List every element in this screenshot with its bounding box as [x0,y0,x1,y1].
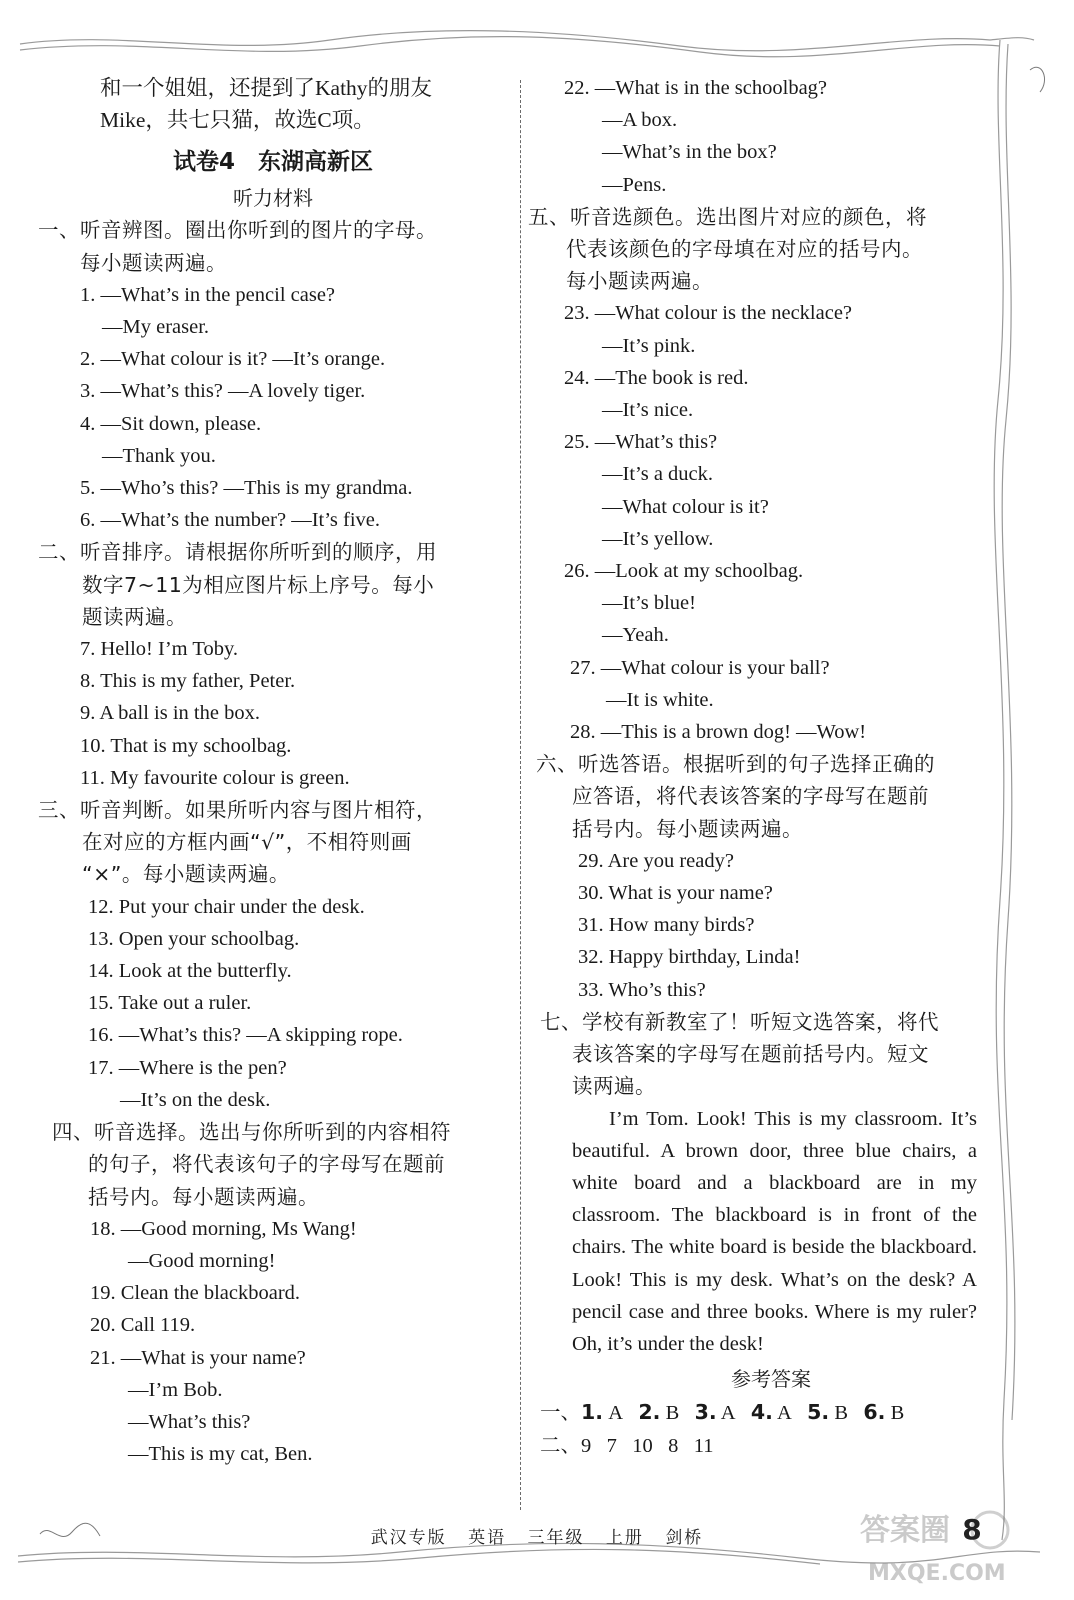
question-line: 30. What is your name? [578,882,773,905]
section-2-heading-line-2: 数字7~11为相应图片标上序号。每小 [82,572,435,597]
question-line: 23. —What colour is the necklace? [564,302,853,325]
section-5-heading-line-2: 代表该颜色的字母填在对应的括号内。 [566,237,923,262]
section-4-heading-line-2: 的句子，将代表该句子的字母写在题前 [88,1152,445,1177]
question-line: —Yeah. [602,624,669,647]
left-column [38,72,508,1470]
section-7-heading-line-3: 读两遍。 [572,1074,656,1099]
question-line: 32. Happy birthday, Linda! [578,946,801,969]
question-line: 11. My favourite colour is green. [80,766,350,789]
question-line: 8. This is my father, Peter. [80,670,296,693]
answer-order: 7 [606,1435,617,1458]
question-line: 33. Who’s this? [578,978,706,1001]
question-line: —My eraser. [102,316,210,339]
answers-title: 参考答案 [731,1367,811,1392]
watermark-brand: 答案圈 [860,1513,950,1548]
question-line: 26. —Look at my schoolbag. [564,560,804,583]
exam-title: 试卷4 东湖高新区 [172,149,373,176]
answer-letter: B [890,1402,905,1425]
section-3-heading-line-2: 在对应的方框内画“√”，不相符则画 [82,830,412,855]
question-line: —It’s on the desk. [120,1088,271,1111]
question-line: 12. Put your chair under the desk. [88,895,365,918]
question-line: 25. —What’s this? [564,431,718,454]
question-line: —I’m Bob. [128,1378,223,1401]
question-line: 7. Hello! I’m Toby. [80,638,238,661]
question-line: 13. Open your schoolbag. [88,927,300,950]
question-line: —It’s pink. [602,334,696,357]
answer-number: 3. [694,1400,717,1425]
carryover-line-1: 和一个姐姐，还提到了Kathy的朋友 [100,76,433,100]
section-3-heading-line-1: 三、听音判断。如果所听内容与图片相符， [38,798,437,823]
question-line: 14. Look at the butterfly. [88,960,292,983]
answers-row-2 [540,1430,1002,1463]
column-divider [520,80,521,1510]
listening-passage: I’m Tom. Look! This is my classroom. It’s beautiful. A brown door, three blue chairs, a white board and a blackboard are in my classroom. The blackboard is in front of the chairs. The white board is beside the blackboard. Look! This is my desk. What’s on the desk? A pencil case and three books. Where is my ruler? Oh, it’s under the desk! [572,1107,977,1355]
question-line: —What colour is it? [602,495,769,518]
question-line: 1. —What’s in the pencil case? [80,283,336,306]
section-5-heading-line-1: 五、听音选颜色。选出图片对应的颜色，将 [528,204,927,229]
answer-order: 8 [668,1435,679,1458]
page-number: 8 [962,1513,982,1546]
answer-letter: B [834,1402,848,1425]
question-line: 19. Clean the blackboard. [90,1282,301,1305]
question-line: —It’s nice. [602,399,694,422]
question-line: 9. A ball is in the box. [80,702,260,725]
section-2-heading-line-1: 二、听音排序。请根据你所听到的顺序，用 [38,540,437,565]
right-column [528,72,1002,1463]
answers-row-2-label: 二、 [540,1435,581,1458]
footer-city: 武汉专版 [370,1528,447,1548]
question-line: 28. —This is a brown dog! —Wow! [570,721,867,744]
section-4-heading-line-1: 四、听音选择。选出与你所听到的内容相符 [52,1120,451,1145]
question-line: 27. —What colour is your ball? [570,656,830,679]
question-line: 6. —What’s the number? —It’s five. [80,509,381,532]
watermark-url: MXQE.COM [868,1561,1006,1586]
answer-number: 1. [581,1400,604,1425]
section-1-heading-line-1: 一、听音辨图。圈出你听到的图片的字母。 [38,218,437,243]
section-1-heading-line-2: 每小题读两遍。 [80,250,227,275]
question-line: 4. —Sit down, please. [80,412,262,435]
question-line: —Thank you. [102,444,216,467]
question-line: —What’s in the box? [602,141,777,164]
footer-subject: 英语 [468,1528,507,1548]
question-line: —This is my cat, Ben. [128,1443,313,1466]
answer-letter: B [665,1402,680,1425]
question-line: 17. —Where is the pen? [88,1056,287,1079]
answer-number: 4. [750,1400,773,1425]
question-line: 2. —What colour is it? —It’s orange. [80,348,386,371]
section-6-heading-line-2: 应答语，将代表该答案的字母写在题前 [572,784,929,809]
question-line: 31. How many birds? [578,914,755,937]
section-6-heading-line-1: 六、听选答语。根据听到的句子选择正确的 [536,752,935,777]
answer-order: 11 [693,1435,714,1458]
answer-letter: A [776,1402,792,1425]
answer-number: 6. [863,1400,886,1425]
question-line: 5. —Who’s this? —This is my grandma. [80,477,413,500]
answer-letter: A [720,1402,736,1425]
page-footer [0,1523,1074,1548]
question-line: —What’s this? [128,1410,251,1433]
question-line: 20. Call 119. [90,1314,196,1337]
answer-letter: A [608,1402,623,1425]
question-line: —It’s yellow. [602,527,714,550]
question-line: —It’s a duck. [602,463,714,486]
answer-order: 10 [632,1435,653,1458]
question-line: 22. —What is in the schoolbag? [564,77,828,99]
question-line: 29. Are you ready? [578,849,734,872]
section-2-heading-line-3: 题读两遍。 [82,604,187,629]
section-subtitle: 听力材料 [233,186,313,211]
footer-grade: 三年级 [527,1528,585,1548]
section-6-heading-line-3: 括号内。每小题读两遍。 [572,816,803,841]
section-5-heading-line-3: 每小题读两遍。 [566,269,713,294]
footer-volume: 上册 [605,1528,644,1548]
question-line: 21. —What is your name? [90,1346,306,1369]
section-7-heading-line-2: 表该答案的字母写在题前括号内。短文 [572,1042,929,1067]
section-7-heading-line-1: 七、学校有新教室了！听短文选答案，将代 [540,1009,939,1034]
answer-order: 9 [581,1435,592,1458]
question-line: —It’s blue! [602,592,696,615]
answer-number: 2. [638,1400,661,1425]
question-line: 24. —The book is red. [564,366,749,389]
question-line: —Good morning! [128,1249,276,1272]
section-3-heading-line-3: “×”。每小题读两遍。 [82,862,290,887]
question-line: —It is white. [606,688,714,711]
question-line: —Pens. [602,173,667,196]
footer-publisher: 剑桥 [665,1528,704,1548]
answers-row-1-label: 一、 [540,1402,581,1425]
answers-row-1 [540,1396,1002,1430]
question-line: —A box. [602,109,678,132]
section-4-heading-line-3: 括号内。每小题读两遍。 [88,1184,319,1209]
question-line: 18. —Good morning, Ms Wang! [90,1217,357,1240]
question-line: 15. Take out a ruler. [88,992,252,1015]
question-line: 16. —What’s this? —A skipping rope. [88,1024,403,1047]
question-line: 3. —What’s this? —A lovely tiger. [80,380,366,403]
question-line: 10. That is my schoolbag. [80,734,292,757]
carryover-line-2: Mike，共七只猫，故选C项。 [100,108,375,133]
answer-number: 5. [807,1400,830,1425]
